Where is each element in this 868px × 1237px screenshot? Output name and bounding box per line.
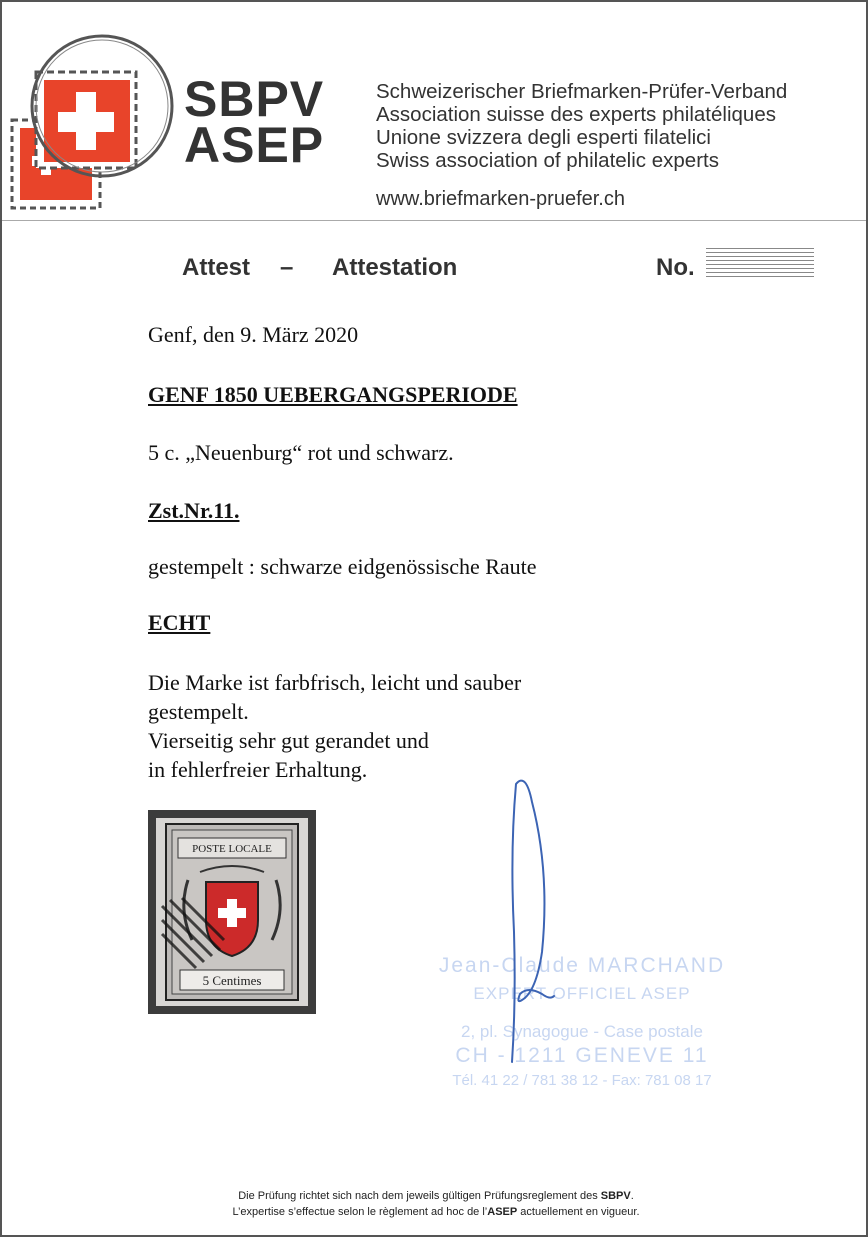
handstamp-phone: Tél. 41 22 / 781 38 12 - Fax: 781 08 17 [452,1072,712,1089]
handstamp-name: Jean-Claude MARCHAND [438,954,726,977]
cancellation-text: gestempelt : schwarze eidgenössische Raute [148,554,537,579]
name-de: Schweizerischer Briefmarken-Prüfer-Verband [376,80,788,103]
association-names [376,80,787,172]
sbpv-logo-icon [6,28,186,218]
condition-line-1: Die Marke ist farbfrisch, leicht und sauber [148,670,522,695]
handstamp-title: EXPERT OFFICIEL ASEP [473,984,691,1003]
issue-heading: GENF 1850 UEBERGANGSPERIODE [148,382,518,407]
condition-line-2: gestempelt. [148,699,249,724]
stamp-description: 5 c. „Neuenburg“ rot und schwarz. [148,440,454,465]
condition-line-4: in fehlerfreier Erhaltung. [148,757,368,782]
footer-line-1: Die Prüfung richtet sich nach dem jeweils gültigen Prüfungsreglement des SBPV. [238,1190,634,1202]
title-dash: – [280,254,294,281]
abbr-asep: ASEP [184,117,325,173]
number-label: No. [656,254,695,281]
number-redaction-lines [706,248,814,278]
expert-handstamp [402,954,762,1089]
handstamp-address: 2, pl. Synagogue - Case postale [461,1022,703,1041]
website-link[interactable]: www.briefmarken-pruefer.ch [376,188,625,210]
stamp-top-text: POSTE LOCALE [192,843,272,855]
title-attestation: Attestation [332,254,458,281]
footer-line-2: L’expertise s’effectue selon le règlement ad hoc de l’ASEP actuellement en vigueur. [232,1206,640,1218]
footer-note [2,1188,868,1220]
name-fr: Association suisse des experts philatéliques [376,103,776,126]
abbr-sbpv: SBPV [184,71,325,127]
name-it: Unione svizzera degli esperti filatelici [376,126,711,149]
date-line: Genf, den 9. März 2020 [148,322,359,347]
catalog-number: Zst.Nr.11. [148,498,240,523]
header-divider [2,220,868,221]
stamp-image [148,810,316,1014]
handstamp-city: CH - 1211 GENEVE 11 [455,1044,709,1067]
handwritten-signature [492,772,582,1072]
sbpv-asep-abbreviation [184,71,325,173]
verdict-genuine: ECHT [148,610,211,635]
name-en: Swiss association of philatelic experts [376,149,719,172]
title-attest: Attest [182,254,251,281]
stamp-value-text: 5 Centimes [202,973,262,988]
condition-line-3: Vierseitig sehr gut gerandet und [148,728,429,753]
